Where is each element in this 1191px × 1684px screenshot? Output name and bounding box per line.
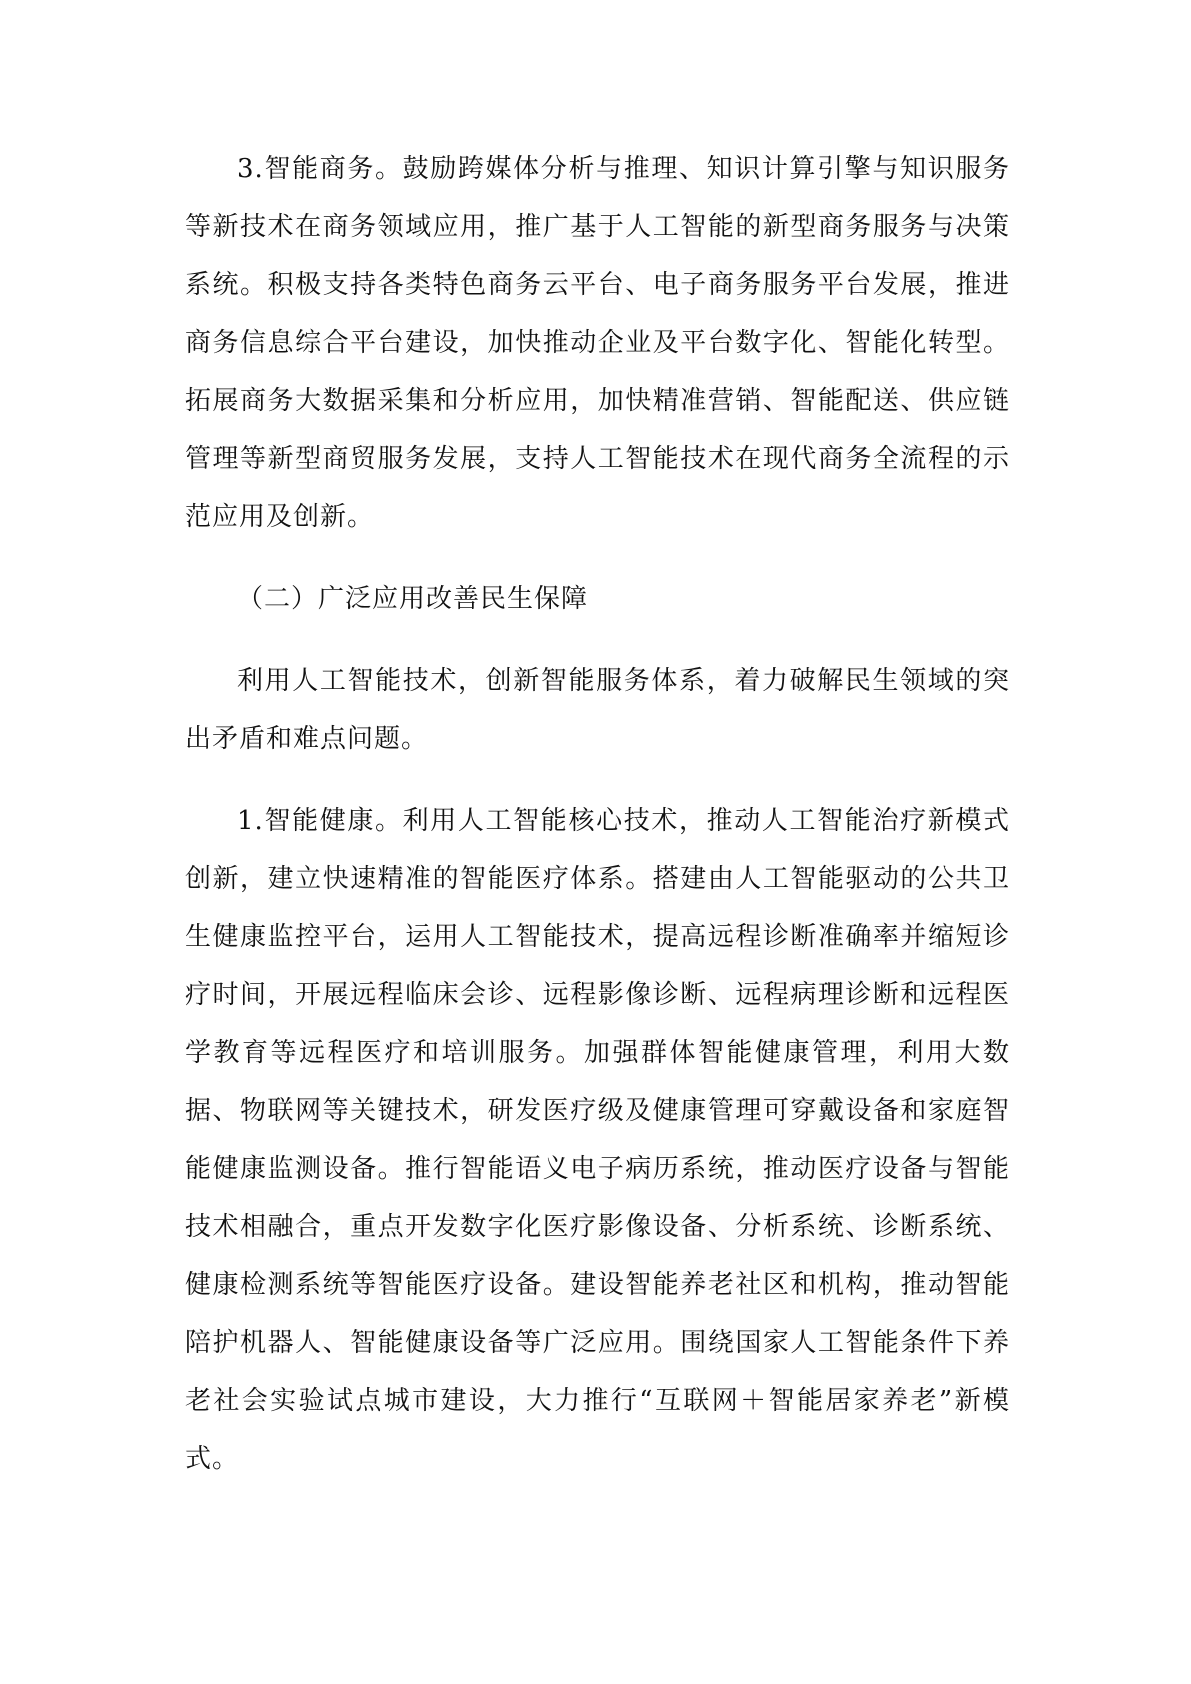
- document-body: [185, 140, 1010, 1512]
- paragraph-smart-commerce: 3.智能商务。鼓励跨媒体分析与推理、知识计算引擎与知识服务等新技术在商务领域应用，推广基于人工智能的新型商务服务与决策系统。积极支持各类特色商务云平台、电子商务服务平台发展，推进商务信息综合平台建设，加快推动企业及平台数字化、智能化转型。拓展商务大数据采集和分析应用，加快精准营销、智能配送、供应链管理等新型商贸服务发展，支持人工智能技术在现代商务全流程的示范应用及创新。: [185, 154, 1010, 532]
- section-heading: （二）广泛应用改善民生保障: [237, 584, 589, 614]
- paragraph-section-intro: 利用人工智能技术，创新智能服务体系，着力破解民生领域的突出矛盾和难点问题。: [185, 666, 1010, 754]
- paragraph-smart-health: 1.智能健康。利用人工智能核心技术，推动人工智能治疗新模式创新，建立快速精准的智能医疗体系。搭建由人工智能驱动的公共卫生健康监控平台，运用人工智能技术，提高远程诊断准确率并缩短诊疗时间，开展远程临床会诊、远程影像诊断、远程病理诊断和远程医学教育等远程医疗和培训服务。加强群体智能健康管理，利用大数据、物联网等关键技术，研发医疗级及健康管理可穿戴设备和家庭智能健康监测设备。推行智能语义电子病历系统，推动医疗设备与智能技术相融合，重点开发数字化医疗影像设备、分析系统、诊断系统、健康检测系统等智能医疗设备。建设智能养老社区和机构，推动智能陪护机器人、智能健康设备等广泛应用。围绕国家人工智能条件下养老社会实验试点城市建设，大力推行“互联网＋智能居家养老”新模式。: [185, 806, 1010, 1474]
